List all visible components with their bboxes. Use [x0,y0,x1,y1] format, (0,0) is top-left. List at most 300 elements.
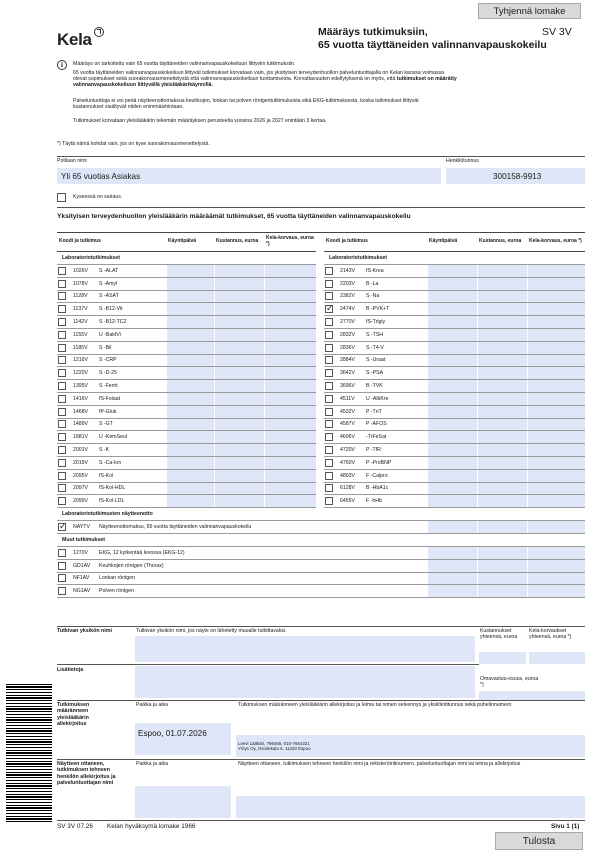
test-name: B -PVK+T [361,303,427,316]
test-code: 2770V [337,316,361,329]
test-name: fS-Folaat [94,392,166,405]
test-kela-field[interactable] [527,328,585,341]
test-kela-field[interactable] [264,290,316,303]
test-cost-field[interactable] [477,559,527,572]
clear-form-button[interactable]: Tyhjennä lomake [478,3,581,19]
test-cost-field[interactable] [214,469,264,482]
test-code: GD1AV [70,559,94,572]
test-kela-field[interactable] [527,559,585,572]
test-date-field[interactable] [427,418,477,431]
test-checkbox[interactable] [58,459,66,467]
sample-cost-field[interactable] [477,521,527,534]
test-checkbox[interactable] [325,484,333,492]
test-code: NG1AV [70,585,94,598]
test-cost-field[interactable] [214,316,264,329]
test-kela-field[interactable] [527,546,585,559]
test-code: 4720V [337,444,361,457]
test-checkbox[interactable] [58,587,66,595]
print-button[interactable]: Tulosta [495,832,583,850]
test-date-field[interactable] [427,380,477,393]
sampler-place-field[interactable] [135,786,231,818]
form-barcode [6,684,52,824]
column-header: Kela-korvaus, euroa *) [527,233,585,252]
test-checkbox[interactable] [58,446,66,454]
test-kela-field[interactable] [264,469,316,482]
test-cost-field[interactable] [477,354,527,367]
test-checkbox[interactable] [325,420,333,428]
test-cost-field[interactable] [477,316,527,329]
cost-total-label: Kustannukset yhteensä, euroa [480,628,518,641]
test-kela-field[interactable] [264,482,316,495]
test-checkbox[interactable] [58,382,66,390]
test-kela-field[interactable] [527,572,585,585]
test-code: 1142V [70,316,94,329]
test-checkbox[interactable] [325,356,333,364]
test-date-field[interactable] [427,341,477,354]
test-name: S -K [94,444,166,457]
test-code: 2832V [337,328,361,341]
test-date-field[interactable] [427,456,477,469]
test-code: 2382V [337,290,361,303]
test-code: 1220V [70,367,94,380]
table-row [57,521,585,534]
test-date-field[interactable] [427,431,477,444]
test-date-field[interactable] [166,303,214,316]
test-name: Näytteenottomaksu, 65 vuotta täyttäneiden valinnanvapauskokeilu [94,521,427,534]
test-cost-field[interactable] [477,380,527,393]
test-date-field[interactable] [427,482,477,495]
test-date-field[interactable] [166,495,214,508]
test-kela-field[interactable] [527,495,585,508]
checkmark-icon: ✓ [326,303,334,314]
patient-name-value: Yli 65 vuotias Asiakas [61,172,141,181]
test-cost-field[interactable] [214,341,264,354]
test-cost-field[interactable] [214,444,264,457]
test-cost-field[interactable] [477,444,527,457]
test-checkbox[interactable] [58,292,66,300]
test-checkbox[interactable] [325,395,333,403]
sampler-signature-label: Näytteen ottaneen, tutkimuksen tehneen henkilön allekirjoitus ja palveluntuottajan nimi [57,761,116,786]
test-date-field[interactable] [166,380,214,393]
table-row [57,277,585,290]
test-checkbox[interactable] [325,280,333,288]
test-code: 2143V [337,265,361,278]
test-cost-field[interactable] [214,277,264,290]
test-name: U -AlbKre [361,392,427,405]
table-row [57,316,585,329]
test-code: 1155V [70,328,94,341]
test-checkbox[interactable] [325,408,333,416]
test-name: -TrFeSat [361,431,427,444]
test-cost-field[interactable] [214,431,264,444]
footnote: *) Täytä nämä kohdat vain, jos on kyse suorakorvausmenettelystä. [57,141,210,147]
test-name: P -ProBNP [361,456,427,469]
form-code: SV 3V [542,26,572,38]
test-date-field[interactable] [166,392,214,405]
divider [57,700,585,701]
test-code: 1395V [70,380,94,393]
test-kela-field[interactable] [264,392,316,405]
test-date-field[interactable] [427,265,477,278]
test-kela-field[interactable] [264,456,316,469]
test-checkbox[interactable] [58,497,66,505]
test-checkbox[interactable] [325,318,333,326]
table-row [57,469,585,482]
table-row [57,495,585,508]
unit-name-field[interactable] [135,636,475,662]
test-name: Lonkan röntgen [94,572,427,585]
column-header: Kustannus, euroa [214,233,264,252]
test-cost-field[interactable] [477,328,527,341]
test-checkbox[interactable] [325,472,333,480]
test-date-field[interactable] [166,290,214,303]
test-date-field[interactable] [427,444,477,457]
test-code: 3642V [337,367,361,380]
test-cost-field[interactable] [477,585,527,598]
test-cost-field[interactable] [477,456,527,469]
info-paragraph-2: 65 vuotta täyttäneiden valinnanvapauskokeiluun liittyvät tutkimukset korvataan vain, jos yksityisen terveydenhuollon palveluntuottajalla on Kelan kanssa voimassa olevat sopimukset sekä suorakorvausmenettelystä että valinnanvapauskokeiluun tuottamisesta. Korvattavuuden edellytyksenä on myös, että tutkimukset on määrätty valinnanvapauskokeiluun liittyvällä yleislääkärikäynnillä. [73,70,457,89]
test-name: fP-Gluk [94,405,166,418]
test-date-field[interactable] [427,392,477,405]
test-cost-field[interactable] [214,392,264,405]
test-kela-field[interactable] [527,418,585,431]
test-checkbox[interactable] [58,369,66,377]
test-cost-field[interactable] [477,572,527,585]
column-header: Käyntipäivä [427,233,477,252]
test-kela-field[interactable] [527,341,585,354]
test-name: S -Ca-Ion [94,456,166,469]
test-date-field[interactable] [166,469,214,482]
test-name: S -ALAT [94,265,166,278]
test-cost-field[interactable] [477,392,527,405]
table-row [57,559,585,572]
patient-id-value: 300158-9913 [493,172,542,181]
lab-heading: Laboratoriotutkimukset [57,252,316,265]
test-kela-field[interactable] [527,444,585,457]
test-kela-field[interactable] [264,405,316,418]
test-name: fS-Kol-HDL [94,482,166,495]
test-name: B -HbA1c [361,482,427,495]
test-code: 4511V [337,392,361,405]
test-kela-field[interactable] [527,456,585,469]
patient-id-label: Henkilötunnus [446,158,479,164]
test-name: fS-Krea [361,265,427,278]
divider [57,820,585,821]
test-name: S -Ferrit [94,380,166,393]
test-kela-field[interactable] [527,303,585,316]
table-row [57,392,585,405]
test-kela-field[interactable] [527,277,585,290]
test-cost-field[interactable] [477,418,527,431]
test-kela-field[interactable] [527,585,585,598]
test-date-field[interactable] [166,418,214,431]
column-header: Kela-korvaus, euroa *) [264,233,316,252]
test-cost-field[interactable] [214,367,264,380]
test-name: EKG, 12 kytkentää levossa (EKG-12) [94,546,427,559]
table-row [57,418,585,431]
test-kela-field[interactable] [527,469,585,482]
test-kela-field[interactable] [527,367,585,380]
test-name: S -PSA [361,367,427,380]
test-kela-field[interactable] [527,405,585,418]
test-cost-field[interactable] [477,277,527,290]
test-name: S -GT [94,418,166,431]
test-kela-field[interactable] [264,380,316,393]
test-date-field[interactable] [427,585,477,598]
test-checkbox[interactable] [58,574,66,582]
tests-section-title: Yksityisen terveydenhuollon yleislääkärin määräämät tutkimukset, 65 vuotta täyttäneiden valinnanvapauskokeilu [57,213,411,220]
test-date-field[interactable] [166,316,214,329]
table-row [57,431,585,444]
test-date-field[interactable] [166,277,214,290]
test-code: 4803V [337,469,361,482]
table-row [57,444,585,457]
test-checkbox[interactable] [325,331,333,339]
test-date-field[interactable] [166,354,214,367]
test-cost-field[interactable] [214,456,264,469]
table-row [57,265,585,278]
test-kela-field[interactable] [264,367,316,380]
test-kela-field[interactable] [264,495,316,508]
test-code: 2019V [70,456,94,469]
test-checkbox[interactable] [58,344,66,352]
test-date-field[interactable] [427,290,477,303]
test-kela-field[interactable] [264,354,316,367]
test-checkbox[interactable] [325,433,333,441]
test-cost-field[interactable] [477,341,527,354]
test-name: P -TnT [361,405,427,418]
test-date-field[interactable] [427,495,477,508]
info-icon: i [57,60,67,70]
test-name: fS-Trigly [361,316,427,329]
table-row [57,585,585,598]
test-checkbox[interactable] [58,356,66,364]
test-cost-field[interactable] [477,290,527,303]
table-row [57,482,585,495]
test-date-field[interactable] [166,456,214,469]
test-checkbox[interactable] [325,344,333,352]
test-code: 1468V [70,405,94,418]
test-date-field[interactable] [166,265,214,278]
sample-date-field[interactable] [427,521,477,534]
test-cost-field[interactable] [477,367,527,380]
test-date-field[interactable] [427,316,477,329]
test-date-field[interactable] [427,367,477,380]
test-checkbox[interactable] [58,408,66,416]
divider [57,626,585,627]
table-row [57,367,585,380]
test-code: 2001V [70,444,94,457]
test-checkbox[interactable] [325,267,333,275]
test-cost-field[interactable] [477,265,527,278]
test-kela-field[interactable] [527,265,585,278]
test-date-field[interactable] [427,572,477,585]
sampler-signature-field[interactable] [236,796,585,818]
test-cost-field[interactable] [214,354,264,367]
divider [57,664,479,665]
test-date-field[interactable] [166,405,214,418]
test-kela-field[interactable] [264,418,316,431]
sample-checkbox[interactable] [58,523,66,531]
test-date-field[interactable] [166,328,214,341]
test-cost-field[interactable] [214,303,264,316]
test-cost-field[interactable] [214,418,264,431]
divider [57,156,585,157]
test-checkbox[interactable] [325,497,333,505]
table-row [57,572,585,585]
test-name: F -hHb [361,495,427,508]
test-code: NAYTV [70,521,94,534]
test-date-field[interactable] [427,469,477,482]
test-code: 1270V [70,546,94,559]
test-code: 1881V [70,431,94,444]
test-date-field[interactable] [166,444,214,457]
test-kela-field[interactable] [527,392,585,405]
test-date-field[interactable] [427,277,477,290]
test-kela-field[interactable] [527,431,585,444]
test-name: P -AFOS [361,418,427,431]
test-name: S -Bil [94,341,166,354]
test-checkbox[interactable] [58,267,66,275]
hospital-checkbox[interactable] [57,193,66,202]
test-checkbox[interactable] [58,331,66,339]
sample-heading: Laboratoriotutkimusten näytteenotto [57,508,585,521]
test-date-field[interactable] [427,303,477,316]
test-checkbox[interactable] [325,292,333,300]
kela-logo: Kela [57,30,92,49]
test-kela-field[interactable] [527,380,585,393]
test-checkbox[interactable] [58,562,66,570]
test-cost-field[interactable] [477,495,527,508]
test-checkbox[interactable] [325,382,333,390]
doctor-place-field[interactable] [135,723,231,755]
test-checkbox[interactable] [325,305,333,313]
test-name: B -La [361,277,427,290]
test-kela-field[interactable] [264,265,316,278]
kela-total-field[interactable] [529,652,585,664]
test-date-field[interactable] [427,546,477,559]
test-cost-field[interactable] [214,495,264,508]
test-checkbox[interactable] [58,318,66,326]
test-checkbox[interactable] [58,472,66,480]
test-cost-field[interactable] [477,405,527,418]
test-code: 3696V [337,380,361,393]
test-kela-field[interactable] [264,444,316,457]
test-cost-field[interactable] [214,405,264,418]
table-row [57,546,585,559]
test-name: S -CRP [94,354,166,367]
info-paragraph-1: Määräys on tarkoitettu vain 65 vuotta täyttäneiden valinnanvapauskokeiluun liittyviin tutkimuksiin. [73,61,296,67]
test-kela-field[interactable] [264,277,316,290]
other-heading: Muut tutkimukset [57,533,585,546]
doctor-stamp: Leevi Lääkäri, 796466, 010-7654321 Yritys Oy, Osoitekatu 6, 11220 Espoo [238,741,311,752]
test-checkbox[interactable] [58,395,66,403]
test-date-field[interactable] [166,367,214,380]
test-date-field[interactable] [427,354,477,367]
test-date-field[interactable] [427,328,477,341]
table-row [57,341,585,354]
test-code: 4587V [337,418,361,431]
test-code: 2095V [70,469,94,482]
test-checkbox[interactable] [58,305,66,313]
patient-name-label: Potilaan nimi [57,158,87,164]
doctor-place-label: Paikka ja aika [136,702,169,708]
divider [57,759,585,760]
test-kela-field[interactable] [264,341,316,354]
column-header: Koodi ja tutkimus [324,233,427,252]
test-name: S -B12-Vit [94,303,166,316]
test-checkbox[interactable] [58,433,66,441]
column-header: Koodi ja tutkimus [57,233,166,252]
test-date-field[interactable] [427,405,477,418]
test-kela-field[interactable] [264,431,316,444]
test-date-field[interactable] [166,482,214,495]
test-checkbox[interactable] [58,420,66,428]
test-cost-field[interactable] [214,380,264,393]
test-checkbox[interactable] [325,459,333,467]
test-cost-field[interactable] [214,328,264,341]
test-checkbox[interactable] [58,549,66,557]
test-checkbox[interactable] [325,446,333,454]
table-row [57,405,585,418]
unit-name-label: Tutkivan yksikön nimi [57,628,112,634]
test-checkbox[interactable] [325,369,333,377]
self-share-field[interactable] [479,691,585,700]
test-checkbox[interactable] [58,280,66,288]
table-row [57,380,585,393]
test-date-field[interactable] [166,341,214,354]
test-date-field[interactable] [166,431,214,444]
sample-kela-field[interactable] [527,521,585,534]
test-code: 1128V [70,290,94,303]
table-header-row [57,233,585,252]
test-name: S -ASAT [94,290,166,303]
test-cost-field[interactable] [477,303,527,316]
test-cost-field[interactable] [477,431,527,444]
test-kela-field[interactable] [264,328,316,341]
lab-heading: Laboratoriotutkimukset [324,252,585,265]
test-kela-field[interactable] [527,316,585,329]
test-kela-field[interactable] [264,303,316,316]
test-cost-field[interactable] [214,265,264,278]
divider [57,207,585,208]
test-code: 4760V [337,456,361,469]
lab-heading-row [57,252,585,265]
test-date-field[interactable] [427,559,477,572]
test-code: 4606V [337,431,361,444]
extra-info-field[interactable] [135,666,475,698]
test-cost-field[interactable] [477,482,527,495]
test-code: 4532V [337,405,361,418]
test-cost-field[interactable] [477,469,527,482]
test-name: S -T4-V [361,341,427,354]
test-kela-field[interactable] [527,290,585,303]
test-checkbox[interactable] [58,484,66,492]
test-code: 2203V [337,277,361,290]
cost-total-field[interactable] [479,652,526,664]
test-kela-field[interactable] [264,316,316,329]
test-cost-field[interactable] [477,546,527,559]
test-code: 1026V [70,265,94,278]
test-kela-field[interactable] [527,482,585,495]
test-cost-field[interactable] [214,290,264,303]
test-code: 1078V [70,277,94,290]
test-code: 1416V [70,392,94,405]
test-code: 2474V [337,303,361,316]
hospital-label: Kyseessä on sairaus. [73,194,123,200]
test-cost-field[interactable] [214,482,264,495]
test-kela-field[interactable] [527,354,585,367]
